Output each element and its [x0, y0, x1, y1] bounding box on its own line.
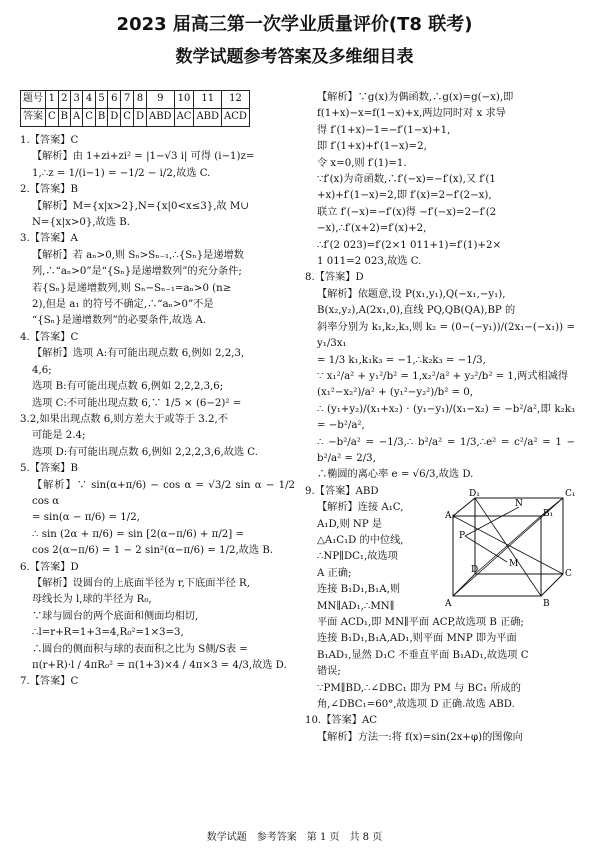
page-footer: 数学试题 参考答案 第 1 页 共 8 页	[206, 832, 383, 843]
label-C: C	[565, 568, 572, 579]
label-N: N	[515, 498, 523, 509]
question-number: 6	[108, 91, 121, 109]
answer-cell: ABD	[146, 109, 174, 127]
text-line: 选项 D:有可能出现点数 6,例如 2,2,2,3,6,故选 C.	[32, 446, 258, 458]
text-line: 10.【答案】AC	[305, 715, 378, 727]
text-line: ∴NP∥DC₁,故选项	[317, 551, 398, 563]
text-line: 列,∴“aₙ>0”是“{Sₙ}是递增数列”的充分条件;	[32, 266, 242, 278]
label-D1: D₁	[469, 488, 480, 499]
text-line: ∴l=r+R=1+3=4,R₀²=1×3=3,	[32, 627, 184, 639]
text-line: 令 x=0,则 f′(1)=1.	[317, 157, 407, 169]
text-line: 2.【答案】B	[20, 184, 78, 196]
text-line: ∴ (y₁+y₂)/(x₁+x₂) · (y₁−y₁)/(x₁−x₂) = −b²/a²,即 k₂k₃ = −b²/a²,	[317, 403, 575, 432]
text-line: 斜率分别为 k₁,k₂,k₃,则 k₂ = (0−(−y₁))/(2x₁−(−x₁)) = y₁/3x₁	[317, 321, 575, 350]
text-line: 若{Sₙ}是递增数列,则 Sₙ−Sₙ₋₁=aₙ>0 (n≥	[32, 282, 232, 294]
text-line: 得 f′(1+x)−1=−f′(1−x)+1,	[317, 124, 451, 136]
cube-figure	[445, 486, 575, 608]
text-line: ∴圆台的侧面积与球的表面积之比为 S侧/S表 =	[32, 643, 248, 655]
label-C1: C₁	[565, 488, 575, 499]
right-column	[305, 90, 575, 746]
page-title: 2023 届高三第一次学业质量评价(T8 联考)	[116, 14, 473, 35]
text-line: 【解析】若 aₙ>0,则 Sₙ>Sₙ₋₁,∴{Sₙ}是递增数	[32, 249, 244, 261]
answer-cell: ACD	[222, 109, 250, 127]
text-line: A 正确;	[317, 567, 352, 579]
page-subtitle: 数学试题参考答案及多维细目表	[175, 47, 414, 67]
text-line: 1 011=2 023,故选 C.	[317, 256, 422, 268]
answer-cell: A	[71, 109, 83, 127]
label-P: P	[459, 530, 466, 541]
text-line: 3.【答案】A	[20, 233, 78, 245]
text-line: MN∥AD₁,∴MN∥	[317, 600, 395, 612]
text-line: f(1+x)−x=f(1−x)+x,两边同时对 x 求导	[317, 108, 506, 120]
text-line: 4,6;	[32, 364, 52, 376]
text-line: ∵ x₁²/a² + y₁²/b² = 1,x₂²/a² + y₂²/b² = 1,两式相减得	[317, 370, 569, 382]
text-line: 【解析】选项 A:有可能出现点数 6,例如 2,2,3,	[32, 348, 245, 360]
text-line: 1,∴z = 1/(i−1) = −1/2 − i/2,故选 C.	[32, 167, 211, 179]
answer-cell: AC	[174, 109, 194, 127]
question-number: 5	[95, 91, 107, 109]
text-line: 1.【答案】C	[20, 135, 79, 146]
answer-table-number-row	[21, 91, 250, 109]
answer-table-answer-row	[21, 109, 250, 127]
left-solutions	[20, 133, 295, 691]
text-line: = 1/3 k₁,k₁k₃ = −1,∴k₂k₃ = −1/3,	[317, 354, 486, 366]
label-B: B	[543, 598, 550, 608]
question-number: 8	[133, 91, 146, 109]
question-number: 1	[46, 91, 59, 109]
text-line: ∵PM∥BD,∴∠DBC₁ 即为 PM 与 BC₁ 所成的	[317, 682, 521, 694]
answer-cell: B	[58, 109, 70, 127]
text-line: 2),但是 a₁ 的符号不确定,∴“aₙ>0”不是	[32, 299, 214, 311]
text-line: △A₁C₁D 的中位线,	[317, 534, 404, 546]
text-line: ∴f′(2 023)=f′(2×1 011+1)=f′(1)+2×	[317, 239, 502, 251]
text-line: 7.【答案】C	[20, 676, 79, 688]
text-line: 【解析】设圆台的上底面半径为 r,下底面半径 R,	[32, 577, 250, 589]
text-line: 连接 B₁D₁,B₁A,则	[317, 584, 401, 596]
text-line: 母线长为 l,球的半径为 R₀,	[32, 594, 152, 606]
text-line: 【解析】方法一:将 f(x)=sin(2x+φ)的图像向	[317, 731, 523, 743]
right-solutions-top	[305, 90, 575, 484]
answer-cell: B	[95, 109, 107, 127]
question-number: 3	[71, 91, 83, 109]
text-line: cos 2(α−π/6) = 1 − 2 sin²(α−π/6) = 1/2,故选 B.	[32, 545, 274, 557]
text-line: 联立 f′(−x)=−f′(x)得 −f′(−x)=2−f′(2	[317, 206, 497, 218]
text-line: 3.2,如果出现点数 6,则方差大于或等于 3.2,不	[20, 413, 228, 425]
text-line: +x)+f′(1−x)=2,即 f′(x)=2−f′(2−x),	[317, 190, 492, 202]
text-line: ∵球与圆台的两个底面和侧面均相切,	[32, 610, 199, 622]
text-line: 【解析】由 1+zi+zi² = |1−√3 i| 可得 (i−1)z=	[32, 151, 255, 163]
label-A1: A₁	[445, 510, 456, 521]
text-line: 【解析】∵ sin(α+π/6) − cos α = √3/2 sin α − 1/2 cos α	[32, 479, 295, 507]
text-line: A₁D,则 NP 是	[317, 518, 383, 530]
text-line: “{Sₙ}是递增数列”的必要条件,故选 A.	[32, 315, 207, 327]
text-line: 8.【答案】D	[305, 272, 364, 284]
text-line: 可能是 2.4;	[32, 430, 86, 442]
question-number: 4	[83, 91, 96, 109]
text-line: 【解析】∵g(x)为偶函数,∴g(x)=g(−x),即	[317, 92, 514, 103]
question-number: 10	[174, 91, 194, 109]
text-line: 平面 ACD₁,即 MN∥平面 ACP,故选项 B 正确;	[317, 617, 524, 628]
text-line: (x₁²−x₂²)/a² + (y₁²−y₂²)/b² = 0,	[317, 387, 474, 399]
text-line: ∵f′(x)为奇函数,∴f′(−x)=−f′(x),又 f′(1	[317, 174, 496, 186]
text-line: 选项 B:有可能出现点数 6,例如 2,2,2,3,6;	[32, 381, 224, 393]
text-line: B₁AD₁,显然 D₁C 不垂直平面 B₁AD₁,故选项 C	[317, 649, 529, 661]
text-line: π(r+R)·l / 4πR₀² = π(1+3)×4 / 4π×3 = 4/3,故选 D.	[32, 660, 287, 671]
text-line: B(x₂,y₂),A(2x₁,0),直线 PQ,QB(QA),BP 的	[317, 305, 516, 317]
text-line: 错误;	[317, 666, 341, 678]
answer-cell: D	[133, 109, 146, 127]
label-B1: B₁	[543, 508, 554, 519]
text-line: N={x|x>0},故选 B.	[32, 217, 130, 229]
answer-cell: C	[121, 109, 134, 127]
left-column	[20, 90, 295, 691]
text-line: 4.【答案】C	[20, 331, 79, 343]
text-line: ∴ −b²/a² = −1/3,∴ b²/a² = 1/3,∴e² = c²/a² = 1 − b²/a² = 2/3,	[317, 436, 575, 464]
question-number: 11	[194, 91, 222, 109]
answer-cell: ABD	[194, 109, 222, 127]
text-line: 【解析】连接 A₁C,	[317, 502, 404, 514]
text-line: 即 f′(1+x)+f′(1−x)=2,	[317, 141, 427, 153]
text-line: 角,∠DBC₁=60°,故选项 D 正确.故选 ABD.	[317, 699, 515, 711]
text-line: 9.【答案】ABD	[305, 485, 379, 497]
question-number: 7	[121, 91, 134, 109]
text-line: 5.【答案】B	[20, 463, 78, 475]
text-line: −x),∴f′(x+2)=f′(x)+2,	[317, 223, 427, 235]
answer-table	[20, 90, 250, 127]
question-number: 9	[146, 91, 174, 109]
label-D: D	[471, 564, 479, 575]
text-line: = sin(α − π/6) = 1/2,	[32, 512, 140, 524]
text-line: 【解析】M={x|x>2},N={x|0<x≤3},故 M∪	[32, 200, 249, 212]
text-line: 连接 B₁D₁,B₁A,AD₁,则平面 MNP 即为平面	[317, 633, 517, 645]
answer-table-row-label: 题号	[21, 91, 46, 109]
question-number: 12	[222, 91, 250, 109]
label-M: M	[509, 558, 519, 569]
text-line: ∴ sin (2α + π/6) = sin [2(α−π/6) + π/2] =	[32, 528, 245, 540]
answer-cell: C	[83, 109, 96, 127]
text-line: 6.【答案】D	[20, 561, 79, 573]
answer-cell: D	[108, 109, 121, 127]
question-number: 2	[58, 91, 70, 109]
label-A: A	[445, 598, 452, 608]
text-line: 选项 C:不可能出现点数 6,∵ 1/5 × (6−2)² =	[32, 397, 242, 409]
answer-cell: C	[46, 109, 59, 127]
answer-table-row-label: 答案	[21, 109, 46, 127]
text-line: ∴椭圆的离心率 e = √6/3,故选 D.	[317, 469, 474, 481]
text-line: 【解析】依题意,设 P(x₁,y₁),Q(−x₁,−y₁),	[317, 288, 506, 300]
